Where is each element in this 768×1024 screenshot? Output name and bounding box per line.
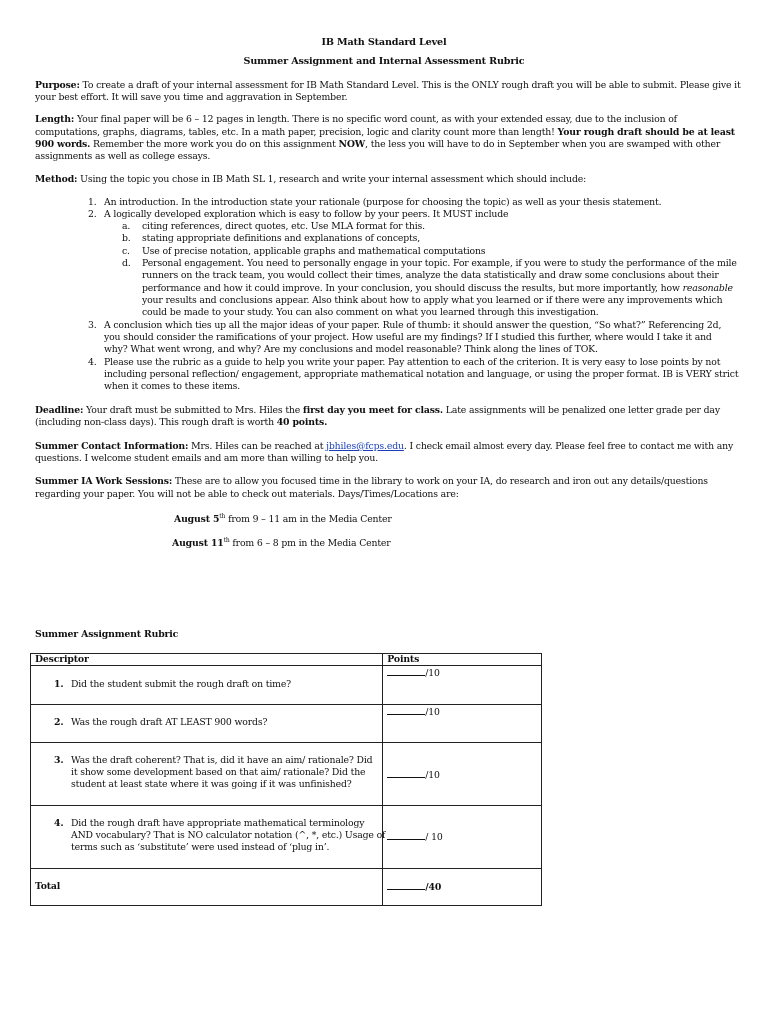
sublist-letter-c: c. (122, 246, 130, 257)
deadline-line-2: (including non-class days). This rough draft is worth 40 points. (35, 417, 328, 428)
row-number: 4. (54, 818, 64, 829)
sublist-letter-b: b. (122, 233, 131, 244)
points-field[interactable]: /10 (387, 667, 440, 680)
deadline-label: Deadline: (35, 405, 84, 416)
score-blank[interactable] (387, 706, 425, 715)
deadline-line-1: Deadline: Your draft must be submitted to Mrs. Hiles the first day you meet for class. Late assignments will be penalized one letter grade per day (35, 405, 720, 416)
sublist-item-d-line-3: performance and how it could improve. In your conclusion, you should discuss the results, but more importantly, how reasonable (142, 283, 733, 294)
total-label: Total (35, 881, 61, 892)
list-item-1: An introduction. In the introduction state your rationale (purpose for choosing the topic) as well as your thesis statement. (104, 197, 662, 208)
list-item-3-line-1: A conclusion which ties up all the major ideas of your paper. Rule of thumb: it should answer the question, “So what?” Referencing 2d, (104, 320, 722, 331)
length-line-2: computations, graphs, diagrams, tables, etc. In a math paper, precision, logic and clarity count more than length! Your rough draft should be at least (35, 127, 735, 138)
list-item-3-line-2: you should consider the ramifications of your project. How useful are my findings? If I studied this further, where would I take it and (104, 332, 712, 343)
sublist-letter-d: d. (122, 258, 131, 269)
list-number-2: 2. (88, 209, 97, 220)
row-descriptor-line-3: student at least state where it was going if it was unfinished? (71, 779, 352, 790)
table-header-row (31, 654, 542, 666)
row-descriptor: Was the rough draft AT LEAST 900 words? (71, 717, 268, 728)
row-descriptor-line-2: AND vocabulary? That is NO calculator notation (^, *, etc.) Usage of (71, 830, 386, 841)
rubric-heading: Summer Assignment Rubric (35, 629, 179, 640)
points-field[interactable]: /10 (387, 769, 440, 782)
list-number-3: 3. (88, 320, 97, 331)
row-descriptor-line-3: terms such as ‘substitute’ were used instead of ‘plug in’. (71, 842, 330, 853)
list-number-4: 4. (88, 357, 97, 368)
email-link[interactable]: jbhiles@fcps.edu (326, 441, 404, 452)
row-descriptor-line-1: Was the draft coherent? That is, did it have an aim/ rationale? Did (71, 755, 373, 766)
points-field[interactable]: /10 (387, 706, 440, 719)
row-number: 1. (54, 679, 64, 690)
table-row-total (31, 869, 542, 906)
score-blank[interactable] (387, 769, 425, 778)
contact-label: Summer Contact Information: (35, 441, 189, 452)
rubric-table (30, 653, 542, 906)
length-label: Length: (35, 114, 75, 125)
row-descriptor-line-1: Did the rough draft have appropriate mathematical terminology (71, 818, 365, 829)
table-row (31, 705, 542, 743)
table-row (31, 806, 542, 869)
contact-line-2: questions. I welcome student emails and am more than willing to help you. (35, 453, 379, 464)
list-number-1: 1. (88, 197, 97, 208)
table-row (31, 743, 542, 806)
list-item-4-line-3: when it comes to these items. (104, 381, 241, 392)
sublist-item-d-line-5: could be made to your study. You can also comment on what you learned through this investigation. (142, 307, 599, 318)
column-header-points: Points (383, 654, 542, 666)
sublist-item-c: Use of precise notation, applicable graphs and mathematical computations (142, 246, 486, 257)
document-title: IB Math Standard Level (321, 37, 447, 48)
score-blank[interactable] (387, 667, 425, 676)
length-line-1: Length: Your final paper will be 6 – 12 pages in length. There is no specific word count, as with your extended essay, due to the inclusion of (35, 114, 677, 125)
column-header-descriptor: Descriptor (31, 654, 383, 666)
sessions-line-1: Summer IA Work Sessions: These are to allow you focused time in the library to work on your IA, do research and iron out any details/questions (35, 476, 708, 487)
total-points-field[interactable]: /40 (387, 881, 441, 894)
contact-line-1: Summer Contact Information: Mrs. Hiles can be reached at jbhiles@fcps.edu. I check email almost every day. Please feel free to contact me with any (35, 441, 734, 452)
list-item-4-line-2: including personal reflection/ engagement, appropriate mathematical notation and language, or using the proper format. IB is VERY strict (104, 369, 739, 380)
sublist-item-d-line-2: runners on the track team, you would collect their times, analyze the data statistically and draw some conclusions about their (142, 270, 719, 281)
row-descriptor-line-2: it show some development based on that aim/ rationale? Did the (71, 767, 366, 778)
session-date-1: August 5th from 9 – 11 am in the Media Center (174, 512, 392, 525)
document-subtitle: Summer Assignment and Internal Assessment Rubric (243, 56, 525, 67)
sublist-item-d-line-4: your results and conclusions appear. Also think about how to apply what you learned or if there were any improvements which (142, 295, 723, 306)
row-number: 3. (54, 755, 64, 766)
sessions-line-2: regarding your paper. You will not be able to check out materials. Days/Times/Locations are: (35, 489, 459, 500)
row-number: 2. (54, 717, 64, 728)
list-item-4-line-1: Please use the rubric as a guide to help you write your paper. Pay attention to each of the criterion. It is very easy to lose points by not (104, 357, 721, 368)
list-item-2: A logically developed exploration which is easy to follow by your peers. It MUST include (104, 209, 509, 220)
sublist-item-a: citing references, direct quotes, etc. Use MLA format for this. (142, 221, 425, 232)
sublist-item-d-line-1: Personal engagement. You need to personally engage in your topic. For example, if you were to study the performance of the mile (142, 258, 737, 269)
purpose-line-2: your best effort. It will save you time and aggravation in September. (35, 92, 348, 103)
session-date-2: August 11th from 6 – 8 pm in the Media Center (172, 536, 391, 549)
length-line-3: 900 words. Remember the more work you do on this assignment NOW, the less you will have to do in September when you are swamped with other (35, 139, 721, 150)
purpose-line-1: Purpose: To create a draft of your internal assessment for IB Math Standard Level. This is the ONLY rough draft you will be able to submit. Please give it (35, 80, 741, 91)
row-descriptor: Did the student submit the rough draft on time? (71, 679, 292, 690)
list-item-3-line-3: why? What went wrong, and why? Are my conclusions and model reasonable? Think along the lines of TOK. (104, 344, 598, 355)
sessions-label: Summer IA Work Sessions: (35, 476, 173, 487)
sublist-letter-a: a. (122, 221, 131, 232)
score-blank[interactable] (387, 831, 425, 840)
points-field[interactable]: / 10 (387, 831, 442, 844)
purpose-label: Purpose: (35, 80, 80, 91)
length-line-4: assignments as well as college essays. (35, 151, 211, 162)
method-label: Method: (35, 174, 78, 185)
sublist-item-b: stating appropriate definitions and explanations of concepts, (142, 233, 421, 244)
table-row (31, 666, 542, 705)
method-line: Method: Using the topic you chose in IB Math SL 1, research and write your internal assessment which should include: (35, 174, 587, 185)
score-blank[interactable] (387, 881, 425, 890)
